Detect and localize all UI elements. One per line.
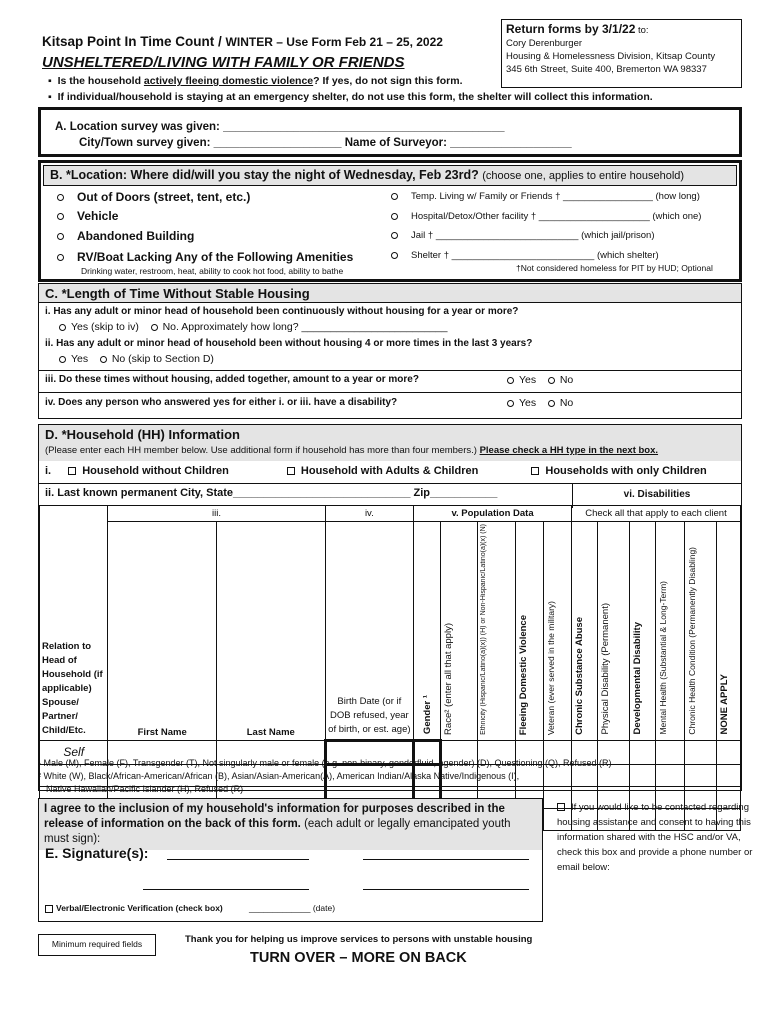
section-b-heading [43,165,737,186]
radio-icon[interactable] [507,400,514,407]
option-label: Vehicle [77,209,119,223]
col-group-iii: iii. [108,506,325,522]
cell[interactable] [684,764,716,786]
title-text: Kitsap Point In Time Count / [42,34,222,49]
radio-icon[interactable] [391,193,398,200]
col-race [441,522,478,741]
col-last-name: Last Name [216,522,325,741]
section-a [38,107,742,157]
answer-label: Yes [71,353,89,365]
hud-footnote: †Not considered homeless for PIT by HUD; Optional [516,263,713,273]
city-surveyor-line[interactable]: City/Town survey given: ____________________ Name of Surveyor: ___________________ [79,137,572,149]
checkbox-icon[interactable] [287,467,295,475]
title-season: WINTER – Use Form Feb 21 – 25, 2022 [225,35,443,49]
radio-icon[interactable] [548,377,555,384]
cell[interactable] [684,740,716,764]
radio-icon[interactable] [59,324,66,331]
section-d-instructions [45,445,735,456]
developmental-label: Developmental Disability [632,622,644,735]
hh-type-label: Household without Children [82,465,229,477]
no-label: No [559,397,574,409]
option-label: Temp. Living w/ Family or Friends † _________________ (how long) [411,191,700,202]
form-title [42,34,443,49]
signature-line-1[interactable] [167,859,309,860]
i-label: i. [45,465,52,477]
contact-consent [557,800,757,875]
option-rv[interactable] [57,250,353,264]
col-veteran [543,522,571,741]
thank-you-note: Thank you for helping us improve services to persons with unstable housing [185,934,533,945]
radio-icon[interactable] [57,254,64,261]
table-header-row [40,522,741,741]
last-permanent-city[interactable]: ii. Last known permanent City, State_____________________________ Zip___________ [45,487,498,499]
substance-label: Chronic Substance Abuse [573,616,585,735]
signature-box [38,798,543,922]
return-to: to: [635,25,649,36]
bullet2-text: If individual/household is staying at an emergency shelter, do not use this form, the shelter will collect this information. [57,91,653,103]
table-group-header [40,506,741,522]
option-label: Hospital/Detox/Other facility † _____________________ (which one) [411,211,702,222]
option-hospital[interactable] [391,211,701,222]
col-ethnicity [478,522,515,741]
hh-type-row [45,465,735,477]
location-survey-line[interactable]: A. Location survey was given: ____________________________________________ [55,121,505,133]
verbal-verification[interactable] [45,903,223,913]
question-c4: iv. Does any person who answered yes for either i. or iii. have a disability? [45,397,398,408]
bullet1-u: actively fleeing domestic violence [143,75,314,87]
veteran-label: Veteran (ever served in the military) [545,600,556,735]
gender-label: Gender ¹ [421,694,433,734]
bullet1-pre: Is the household [57,75,144,87]
radio-icon[interactable] [57,213,64,220]
answer-c3 [507,374,573,386]
section-d-title: D. *Household (HH) Information [45,427,240,442]
footnote-gender: ¹ Male (M), Female (F), Transgender (T), Not singularly male or female (e.g. non-binary, genderfluid, agender) (D), Questioning (Q), Refused (R) [38,758,612,768]
date-field[interactable]: _____________ (date) [249,903,336,913]
chronic-label: Chronic Health Condition (Permanently Disabling) [686,547,697,735]
ethnicity-label: Ethnicity (Hispanic/Latino(a)(x)) (H) or Non-Hispanic/Latino(a)(x) (N) [480,524,488,735]
birth-label: Birth Date (or if DOB refused, year of birth, or est. age) [328,695,411,735]
bullet-dv: ▪ Is the household actively fleeing domestic violence? If yes, do not sign this form. [48,75,463,87]
cell[interactable] [656,764,684,786]
question-c1: i. Has any adult or minor head of household been continuously without housing for a year or more? [45,306,519,317]
hh-type-only-children[interactable] [531,465,706,477]
hh-type-no-children[interactable] [68,465,229,477]
option-label: Jail † ___________________________ (which jail/prison) [411,230,655,241]
checkbox-icon[interactable] [45,905,53,913]
agree-main: I agree to the inclusion of my household's information for purposes described in the release of information on the back of this form. [44,803,505,830]
contact-text: If you would like to be contacted regarding housing assistance and consent to having this information shared with the HSC and/or VA, check this box and provide a phone number or email below: [557,802,753,873]
option-temp-living[interactable] [391,191,700,202]
return-line3: 345 6th Street, Suite 400, Bremerton WA 98337 [506,64,707,75]
verbal-label: Verbal/Electronic Verification (check box) [56,903,223,913]
option-abandoned[interactable] [57,229,194,243]
option-out-of-doors[interactable] [57,190,250,204]
yes-label: Yes [519,397,537,409]
signature-line-3[interactable] [143,889,309,890]
instructions-emph: Please check a HH type in the next box. [479,445,659,456]
question-c3: iii. Do these times without housing, added together, amount to a year or more? [45,374,419,385]
return-line1: Cory Derenburger [506,38,583,49]
col-gender [414,522,441,741]
bullet-shelter: ▪ If individual/household is staying at an emergency shelter, do not use this form, the shelter will collect this information. [48,91,653,103]
divider [39,370,741,371]
divider [39,392,741,393]
hh-type-label: Households with only Children [545,465,707,477]
option-jail[interactable] [391,230,655,241]
option-label: Shelter † ___________________________ (which shelter) [411,250,659,261]
checkbox-icon[interactable] [68,467,76,475]
col-first-name: First Name [108,522,217,741]
radio-icon[interactable] [151,324,158,331]
turn-over-note: TURN OVER – MORE ON BACK [250,950,467,966]
answer-c1 [59,321,447,333]
col-chronic [684,522,716,741]
answer-label: No. Approximately how long? _________________________ [162,321,448,333]
radio-icon[interactable] [57,194,64,201]
section-d-heading [39,425,741,461]
option-label: Out of Doors (street, tent, etc.) [77,190,251,204]
section-b-note: (choose one, applies to entire household) [482,170,685,182]
hh-type-label: Household with Adults & Children [300,465,479,477]
checkbox-icon[interactable] [531,467,539,475]
col-substance [571,522,597,741]
radio-icon[interactable] [57,233,64,240]
minimum-required-legend: Minimum required fields [38,934,156,956]
yes-label: Yes [519,374,537,386]
cell[interactable] [656,740,684,764]
race-label: Race² (enter all that apply) [443,622,455,735]
signature-label: E. Signature(s): [45,845,149,861]
cell[interactable] [630,740,656,764]
self-cell: Self [40,740,108,764]
answer-label: Yes (skip to iv) [71,321,139,333]
bullet1-post: ? If yes, do not sign this form. [313,75,463,87]
checkbox-icon[interactable] [557,803,565,811]
fleeing-dv-label: Fleeing Domestic Violence [517,614,529,735]
section-b-title: B. *Location: Where did/will you stay the night of Wednesday, Feb 23rd? [50,168,479,182]
radio-icon[interactable] [507,377,514,384]
physical-label: Physical Disability (Permanent) [600,603,612,735]
no-label: No [559,374,574,386]
signature-line-4[interactable] [363,889,529,890]
radio-icon[interactable] [100,356,107,363]
section-b [38,160,742,282]
signature-line-2[interactable] [363,859,529,860]
radio-icon[interactable] [59,356,66,363]
radio-icon[interactable] [391,213,398,220]
agreement-text [39,799,542,850]
col-mental [656,522,684,741]
cell [40,506,108,522]
col-group-iv: iv. [325,506,414,522]
footnote-race: ² White (W), Black/African-American/African (B), Asian/Asian-American(A), American Indian/Alaska Native/Indigenous (I), [38,771,520,781]
return-box [501,19,742,88]
instructions-text: (Please enter each HH member below. Use additional form if household has more than four members.) [45,445,480,456]
section-c [38,283,742,419]
radio-icon[interactable] [391,252,398,259]
option-shelter[interactable] [391,250,659,261]
agree-note: (each adult or legally emancipated youth must sign): [44,818,511,845]
option-label: Abandoned Building [77,229,195,243]
col-none [716,522,740,741]
col-fleeing-dv [515,522,543,741]
hh-type-adults-children[interactable] [287,465,478,477]
return-heading: Return forms by 3/1/22 [506,22,636,36]
amenities-note: Drinking water, restroom, heat, ability to cook hot food, ability to bathe [81,266,344,276]
col-group-v: v. Population Data [414,506,572,522]
col-physical [598,522,630,741]
col-birth-date [325,522,414,741]
option-label: RV/Boat Lacking Any of the Following Amenities [77,250,354,264]
cell[interactable] [630,764,656,786]
household-table [39,505,741,832]
none-label: NONE APPLY [718,674,730,735]
question-c2: ii. Has any adult or minor head of household been without housing 4 or more times in the last 3 years? [45,338,533,349]
section-d [38,424,742,791]
radio-icon[interactable] [548,400,555,407]
option-vehicle[interactable] [57,209,118,223]
col-relation: Relation to Head of Household (if applicable) Spouse/ Partner/ Child/Etc. [40,522,108,741]
answer-c4 [507,397,573,409]
mental-label: Mental Health (Substantial & Long-Term) [658,581,669,735]
cell[interactable] [716,740,740,764]
disabilities-header: vi. Disabilities [572,484,741,508]
footnote-race-cont: Native Hawaiian/Pacific Islander (H), Refused (R) [46,784,244,794]
col-developmental [630,522,656,741]
radio-icon[interactable] [391,232,398,239]
cell[interactable] [716,764,740,786]
col-group-vi: Check all that apply to each client [571,506,740,522]
answer-label: No (skip to Section D) [111,353,214,365]
form-subtitle: UNSHELTERED/LIVING WITH FAMILY OR FRIENDS [42,54,405,71]
return-line2: Housing & Homelessness Division, Kitsap County [506,51,716,62]
answer-c2 [59,353,214,365]
section-c-heading: C. *Length of Time Without Stable Housing [39,284,741,303]
